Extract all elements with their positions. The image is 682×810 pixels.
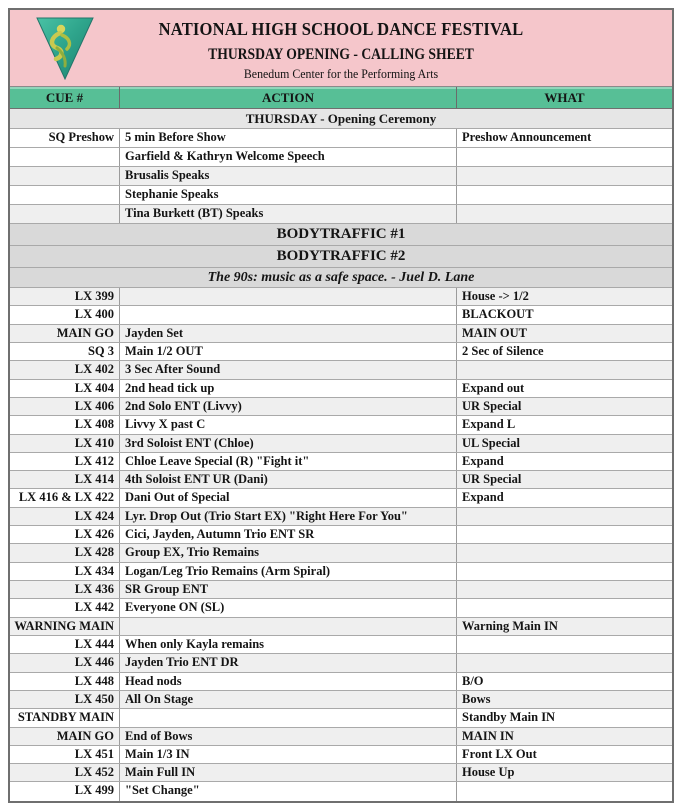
cue-row bbox=[10, 746, 672, 764]
cue-row bbox=[10, 398, 672, 416]
section-header-row: BODYTRAFFIC #1 bbox=[10, 224, 672, 246]
what-cell: B/O bbox=[462, 673, 484, 688]
cue-cell bbox=[10, 186, 120, 204]
what-cell bbox=[457, 654, 672, 671]
action-cell: Main 1/3 IN bbox=[120, 746, 457, 763]
cue-row bbox=[10, 471, 672, 489]
cue-row bbox=[10, 129, 672, 148]
what-cell bbox=[457, 782, 672, 800]
action-cell: Cici, Jayden, Autumn Trio ENT SR bbox=[120, 526, 457, 543]
cue-row bbox=[10, 325, 672, 343]
sheet-title-header bbox=[10, 10, 672, 87]
what-cell: Expand out bbox=[462, 380, 525, 395]
action-cell: Chloe Leave Special (R) "Fight it" bbox=[120, 453, 457, 470]
what-cell bbox=[457, 186, 672, 204]
action-cell: Head nods bbox=[120, 673, 457, 690]
cue-cell: LX 448 bbox=[10, 673, 120, 690]
what-cell bbox=[457, 205, 672, 223]
action-cell: Lyr. Drop Out (Trio Start EX) "Right Here For You" bbox=[120, 508, 457, 525]
cue-row bbox=[10, 306, 672, 324]
action-cell: "Set Change" bbox=[120, 782, 457, 800]
cue-cell: STANDBY MAIN bbox=[10, 709, 120, 726]
cue-cell: SQ 3 bbox=[10, 343, 120, 360]
cue-cell: MAIN GO bbox=[10, 728, 120, 745]
what-cell: UR Special bbox=[462, 472, 522, 487]
what-cell bbox=[457, 167, 672, 185]
cue-cell: LX 442 bbox=[10, 599, 120, 616]
sheet-title: NATIONAL HIGH SCHOOL DANCE FESTIVAL bbox=[158, 19, 524, 39]
what-cell: Preshow Announcement bbox=[462, 130, 592, 144]
cue-cell: LX 499 bbox=[10, 782, 120, 800]
action-cell bbox=[120, 288, 457, 305]
section-header-row: The 90s: music as a safe space. - Juel D. Lane bbox=[10, 268, 672, 288]
action-cell: 2nd Solo ENT (Livvy) bbox=[120, 398, 457, 415]
cue-row bbox=[10, 167, 672, 186]
cue-row bbox=[10, 186, 672, 205]
cue-cell: LX 428 bbox=[10, 544, 120, 561]
action-cell bbox=[120, 618, 457, 635]
cue-cell: WARNING MAIN bbox=[10, 618, 120, 635]
cue-row bbox=[10, 673, 672, 691]
what-cell: Standby Main IN bbox=[462, 710, 556, 725]
cue-cell: LX 444 bbox=[10, 636, 120, 653]
cue-cell: LX 406 bbox=[10, 398, 120, 415]
action-cell: Livvy X past C bbox=[120, 416, 457, 433]
what-cell: UL Special bbox=[462, 435, 520, 450]
cue-cell: LX 410 bbox=[10, 435, 120, 452]
action-cell: Group EX, Trio Remains bbox=[120, 544, 457, 561]
action-cell: 3 Sec After Sound bbox=[120, 361, 457, 378]
cue-row bbox=[10, 343, 672, 361]
cue-row bbox=[10, 508, 672, 526]
cue-cell bbox=[10, 148, 120, 166]
action-cell: Everyone ON (SL) bbox=[120, 599, 457, 616]
what-cell: BLACKOUT bbox=[462, 307, 534, 322]
action-cell: Jayden Set bbox=[120, 325, 457, 342]
column-header-what: WHAT bbox=[544, 90, 585, 105]
what-cell: House -> 1/2 bbox=[462, 289, 529, 303]
cue-cell bbox=[10, 167, 120, 185]
cue-row bbox=[10, 361, 672, 379]
what-cell bbox=[457, 599, 672, 616]
cue-row bbox=[10, 709, 672, 727]
what-cell bbox=[457, 526, 672, 543]
what-cell: Front LX Out bbox=[462, 746, 537, 761]
action-cell: Tina Burkett (BT) Speaks bbox=[120, 205, 457, 223]
section-header-row: BODYTRAFFIC #2 bbox=[10, 246, 672, 268]
what-cell bbox=[457, 361, 672, 378]
cue-cell: LX 436 bbox=[10, 581, 120, 598]
cue-cell: LX 451 bbox=[10, 746, 120, 763]
action-cell: Garfield & Kathryn Welcome Speech bbox=[120, 148, 457, 166]
what-cell: Bows bbox=[462, 691, 491, 706]
what-cell: UR Special bbox=[462, 398, 522, 413]
cue-cell: LX 408 bbox=[10, 416, 120, 433]
sheet-subtitle: THURSDAY OPENING - CALLING SHEET bbox=[208, 46, 474, 63]
cue-row bbox=[10, 148, 672, 167]
cue-cell: LX 400 bbox=[10, 306, 120, 323]
cue-row bbox=[10, 205, 672, 224]
action-cell: Brusalis Speaks bbox=[120, 167, 457, 185]
column-header-row bbox=[10, 87, 672, 109]
cue-cell: LX 424 bbox=[10, 508, 120, 525]
action-cell: End of Bows bbox=[120, 728, 457, 745]
what-cell: MAIN IN bbox=[462, 728, 514, 743]
action-cell: Jayden Trio ENT DR bbox=[120, 654, 457, 671]
cue-row bbox=[10, 654, 672, 672]
cue-cell: LX 404 bbox=[10, 380, 120, 397]
cue-row bbox=[10, 581, 672, 599]
cue-row bbox=[10, 728, 672, 746]
what-cell: Expand L bbox=[462, 417, 516, 432]
cue-cell: SQ Preshow bbox=[10, 129, 120, 147]
cue-row bbox=[10, 416, 672, 434]
action-cell: 5 min Before Show bbox=[120, 129, 457, 147]
what-cell: MAIN OUT bbox=[462, 325, 527, 340]
action-cell: 2nd head tick up bbox=[120, 380, 457, 397]
what-cell: Expand bbox=[462, 453, 504, 468]
cue-cell: LX 414 bbox=[10, 471, 120, 488]
cue-row bbox=[10, 599, 672, 617]
action-cell: Main Full IN bbox=[120, 764, 457, 781]
cue-row bbox=[10, 435, 672, 453]
what-cell bbox=[457, 544, 672, 561]
cue-row bbox=[10, 691, 672, 709]
cue-cell: LX 434 bbox=[10, 563, 120, 580]
cue-row bbox=[10, 489, 672, 507]
action-cell: All On Stage bbox=[120, 691, 457, 708]
action-cell: 4th Soloist ENT UR (Dani) bbox=[120, 471, 457, 488]
cue-row bbox=[10, 380, 672, 398]
action-cell: When only Kayla remains bbox=[120, 636, 457, 653]
action-cell bbox=[120, 709, 457, 726]
what-cell: Warning Main IN bbox=[462, 618, 558, 633]
cue-cell bbox=[10, 205, 120, 223]
what-cell bbox=[457, 563, 672, 580]
what-cell bbox=[457, 508, 672, 525]
cue-cell: LX 402 bbox=[10, 361, 120, 378]
cue-row bbox=[10, 618, 672, 636]
action-cell: Dani Out of Special bbox=[120, 489, 457, 506]
cue-cell: LX 399 bbox=[10, 288, 120, 305]
cue-cell: LX 452 bbox=[10, 764, 120, 781]
what-cell: House Up bbox=[462, 765, 515, 780]
action-cell: Stephanie Speaks bbox=[120, 186, 457, 204]
cue-row bbox=[10, 453, 672, 471]
cue-row bbox=[10, 526, 672, 544]
action-cell bbox=[120, 306, 457, 323]
venue-name: Benedum Center for the Performing Arts bbox=[243, 67, 439, 81]
cue-row bbox=[10, 764, 672, 782]
what-cell: Expand bbox=[462, 490, 504, 505]
cue-cell: LX 416 & LX 422 bbox=[10, 489, 120, 506]
cue-row bbox=[10, 636, 672, 654]
cue-row bbox=[10, 288, 672, 306]
what-cell: 2 Sec of Silence bbox=[462, 343, 544, 358]
cue-cell: LX 412 bbox=[10, 453, 120, 470]
cue-cell: LX 446 bbox=[10, 654, 120, 671]
action-cell: Logan/Leg Trio Remains (Arm Spiral) bbox=[120, 563, 457, 580]
cue-row bbox=[10, 563, 672, 581]
what-cell bbox=[457, 148, 672, 166]
action-cell: Main 1/2 OUT bbox=[120, 343, 457, 360]
what-cell bbox=[457, 581, 672, 598]
cue-row bbox=[10, 544, 672, 562]
cue-cell: MAIN GO bbox=[10, 325, 120, 342]
action-cell: SR Group ENT bbox=[120, 581, 457, 598]
column-header-cue: CUE # bbox=[10, 87, 120, 108]
what-cell bbox=[457, 636, 672, 653]
calling-sheet bbox=[8, 8, 674, 803]
section-header-row: THURSDAY - Opening Ceremony bbox=[10, 109, 672, 129]
cue-cell: LX 426 bbox=[10, 526, 120, 543]
cue-cell: LX 450 bbox=[10, 691, 120, 708]
cue-table-body bbox=[10, 109, 672, 801]
action-cell: 3rd Soloist ENT (Chloe) bbox=[120, 435, 457, 452]
cue-row bbox=[10, 782, 672, 800]
column-header-action: ACTION bbox=[120, 87, 457, 108]
